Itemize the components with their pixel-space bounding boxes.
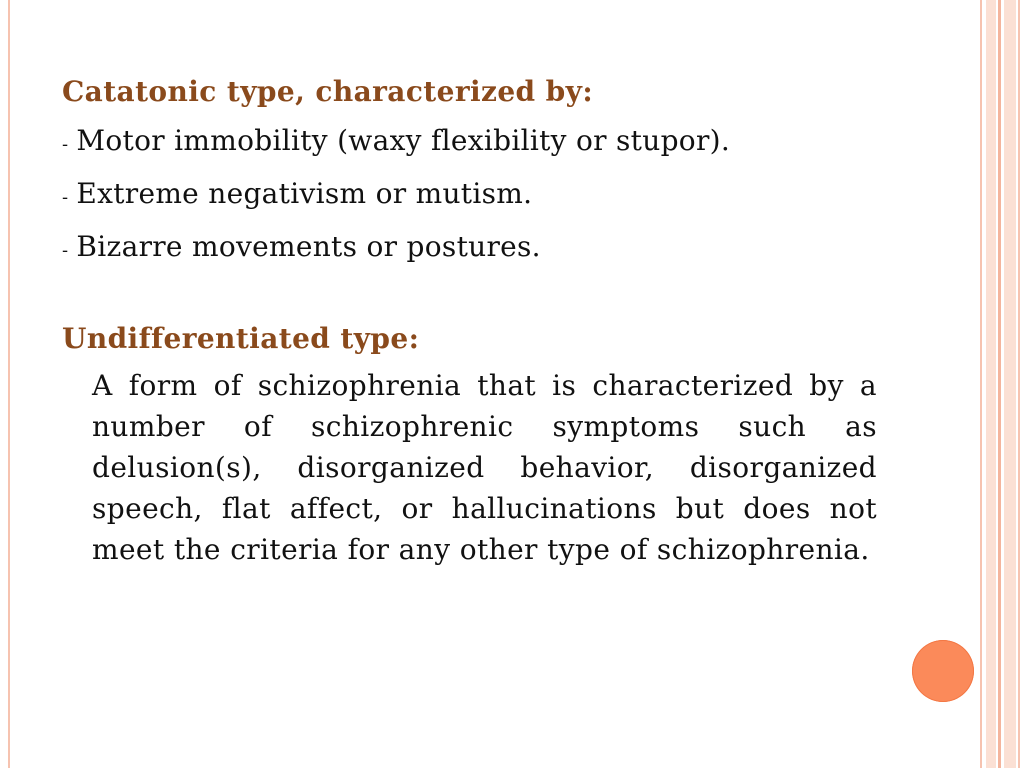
stripe — [986, 0, 996, 768]
left-border-decoration — [8, 0, 10, 768]
slide-content — [62, 68, 882, 570]
catatonic-list — [62, 116, 882, 275]
list-item-text: Extreme negativism or mutism. — [76, 177, 533, 210]
list-item-text: Bizarre movements or postures. — [76, 230, 541, 263]
stripe — [980, 0, 982, 768]
section-spacer — [62, 275, 882, 315]
list-item — [62, 116, 882, 169]
list-item — [62, 222, 882, 275]
list-item-text: Motor immobility (waxy flexibility or stupor). — [76, 124, 731, 157]
stripe — [1004, 0, 1016, 768]
list-item — [62, 169, 882, 222]
bullet-dash: - — [62, 240, 69, 261]
stripe — [1018, 0, 1020, 768]
undifferentiated-description: A form of schizophrenia that is characterized by a number of schizophrenic symptoms such as delusion(s), disorganized behavior, disorganized speech, flat affect, or hallucinations but does not meet the criteria for any other type of schizophrenia. — [92, 369, 877, 566]
right-stripe-decoration — [980, 0, 1024, 768]
bullet-dash: - — [62, 187, 69, 208]
stripe — [998, 0, 1001, 768]
orange-circle-decoration — [912, 640, 974, 702]
catatonic-heading: Catatonic type, characterized by: — [62, 75, 594, 108]
bullet-dash: - — [62, 134, 69, 155]
undifferentiated-heading: Undifferentiated type: — [62, 322, 420, 355]
